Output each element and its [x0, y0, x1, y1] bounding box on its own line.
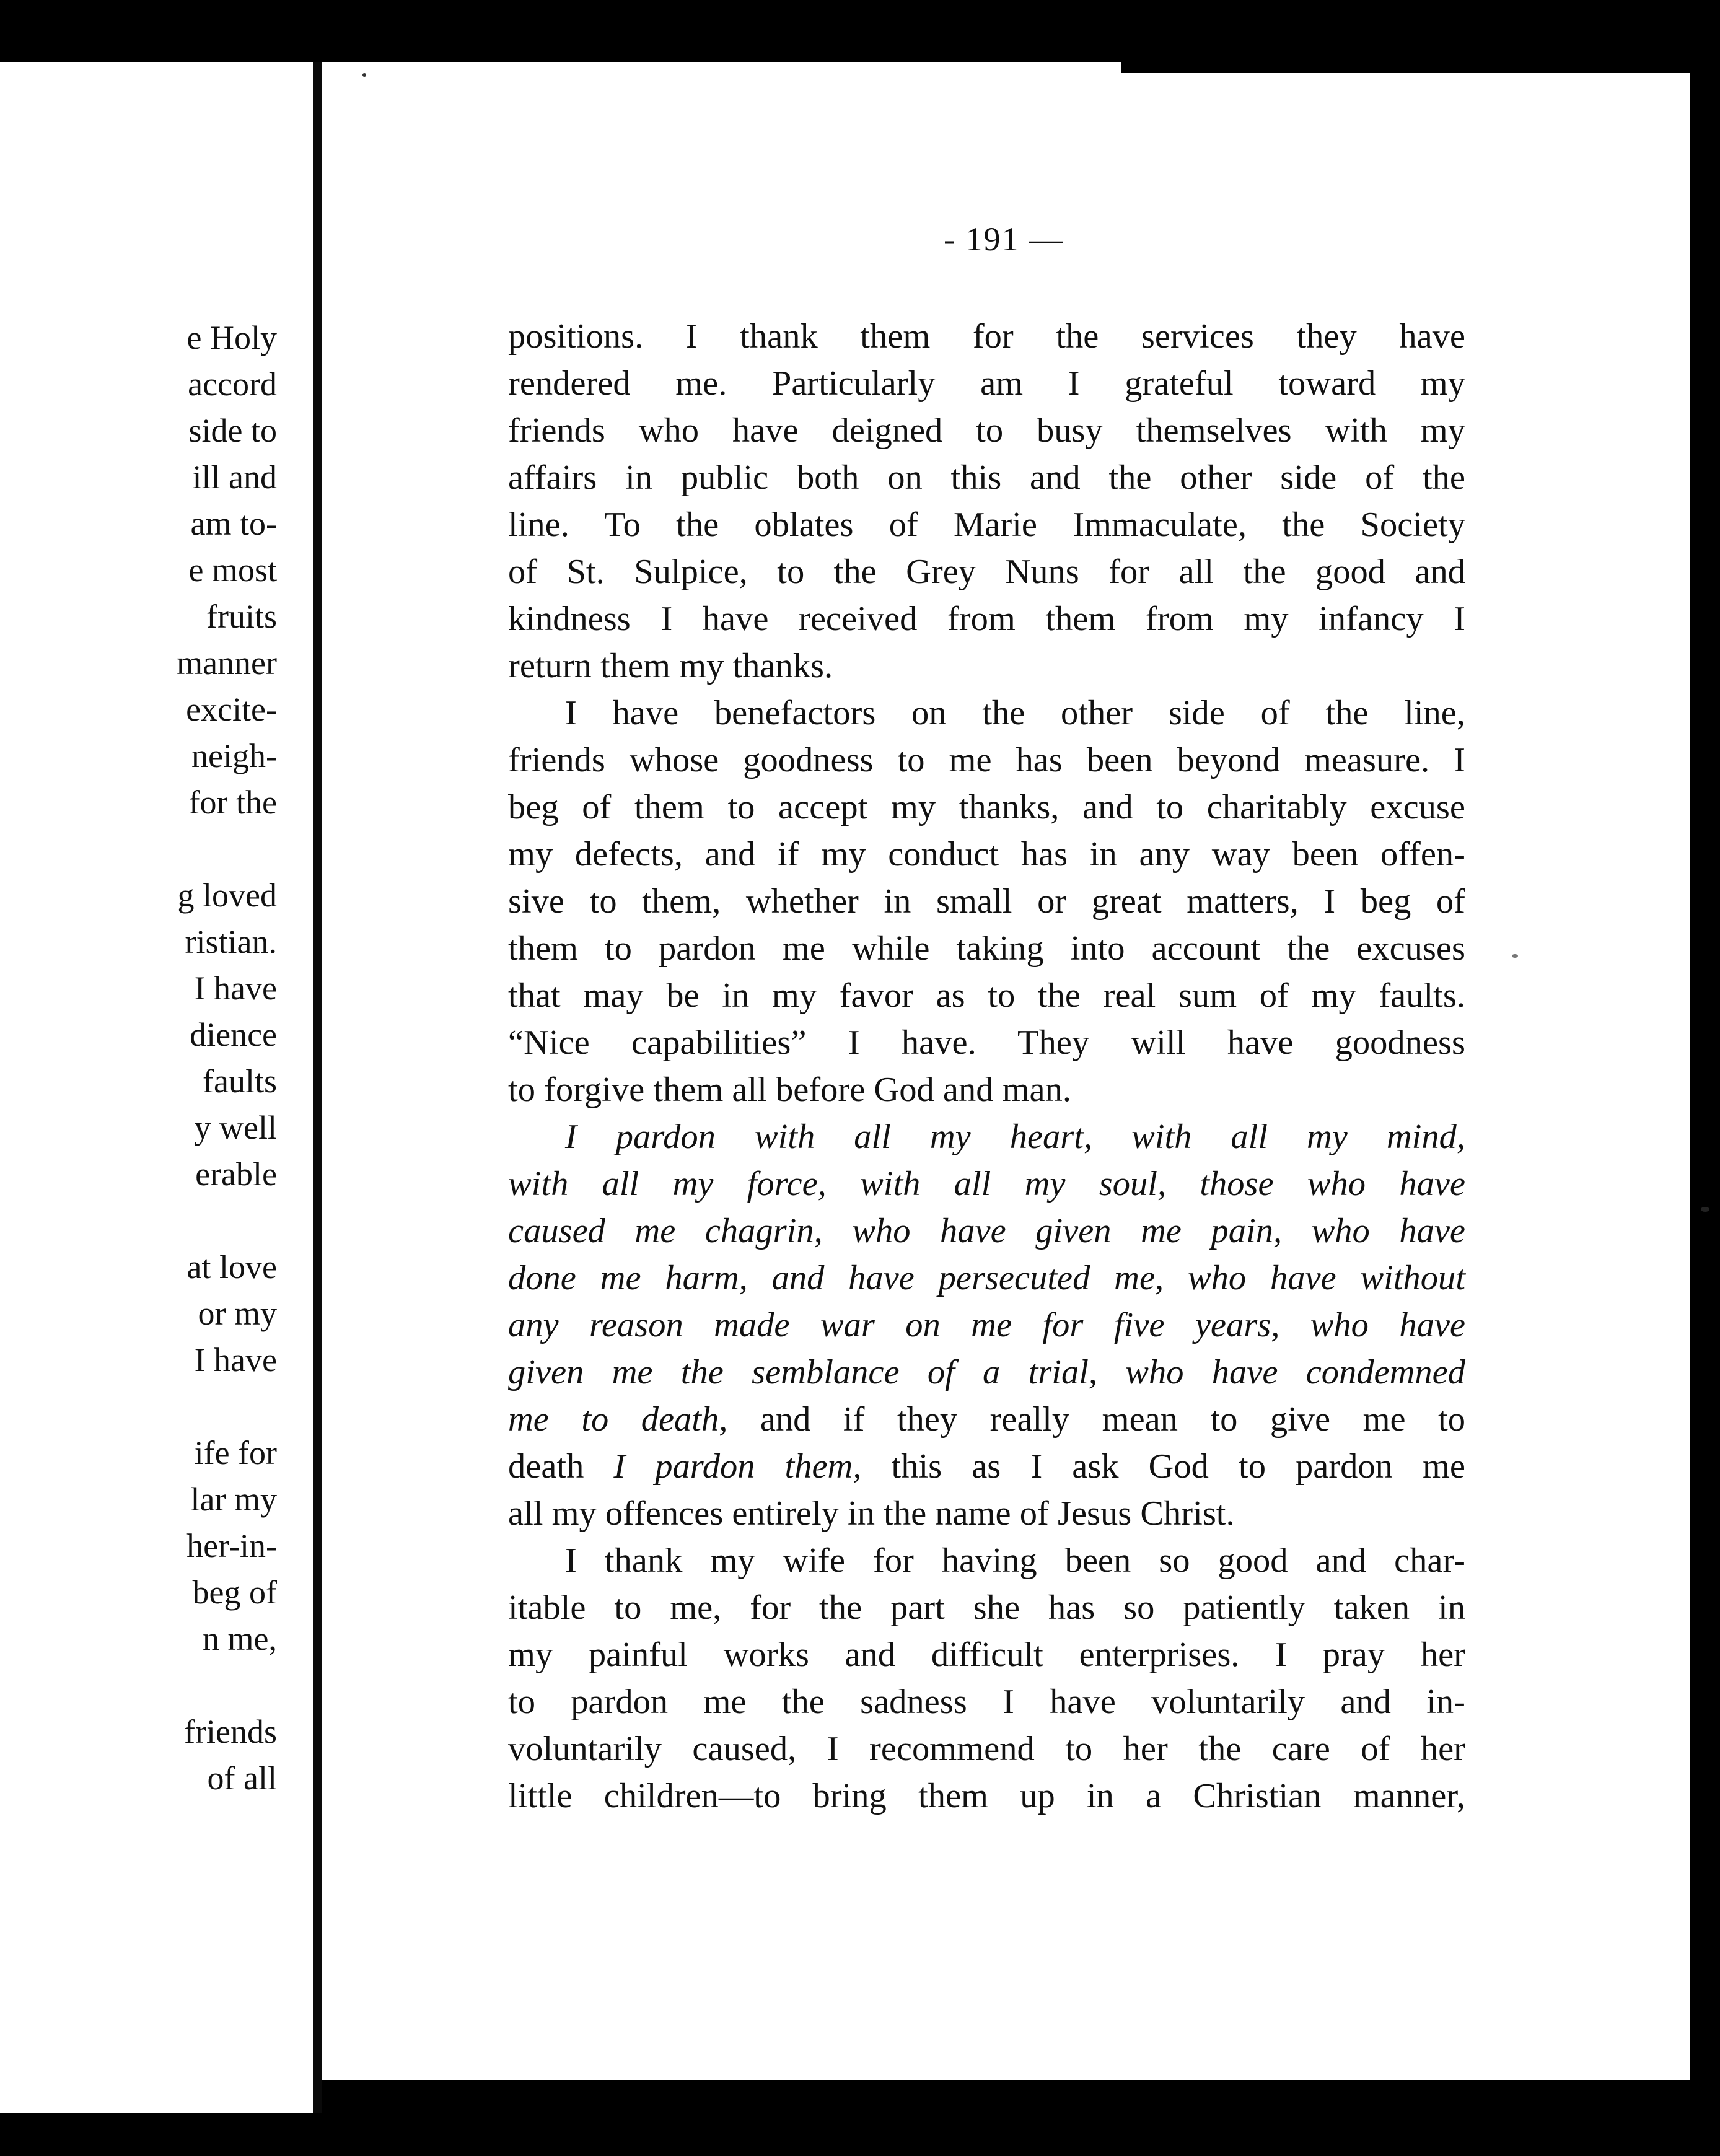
text-line-italic: any reason made war on me for five years, who have [508, 1306, 1465, 1344]
left-page-line: or my [198, 1295, 277, 1332]
left-page-line: I have [194, 1341, 277, 1378]
left-page-line: e most [188, 551, 277, 589]
left-page-line: her-in- [186, 1527, 277, 1564]
roman-phrase: and if they really mean to give me to [727, 1400, 1465, 1439]
left-page-line: fruits [206, 598, 277, 635]
left-page-line: side to [188, 412, 277, 449]
text-line-italic: with all my force, with all my soul, those who have [508, 1165, 1465, 1203]
left-page-line: friends [184, 1713, 277, 1750]
text-line-italic: done me harm, and have persecuted me, who have without [508, 1259, 1465, 1297]
left-page-line: ife for [194, 1434, 277, 1471]
left-page-line: of all [207, 1759, 277, 1797]
left-page-line: excite- [186, 691, 277, 728]
text-line: I have benefactors on the other side of the line, [565, 694, 1465, 732]
left-page-line: am to- [190, 505, 277, 542]
text-line: them to pardon me while taking into account the excuses [508, 929, 1465, 968]
left-page-line: e Holy [186, 319, 277, 356]
text-line: line. To the oblates of Marie Immaculate, the Society [508, 506, 1465, 544]
roman-phrase: death [508, 1447, 614, 1486]
left-page-line: erable [195, 1155, 277, 1193]
page-number: - 191 — [944, 221, 1064, 258]
italic-phrase: I pardon them, [613, 1447, 862, 1486]
text-line: “Nice capabilities” I have. They will have goodness [508, 1023, 1465, 1062]
left-page-line: for the [188, 784, 277, 821]
text-line: my defects, and if my conduct has in any way been offen- [508, 835, 1465, 874]
text-line: return them my thanks. [508, 647, 833, 685]
text-line: affairs in public both on this and the other side of the [508, 458, 1465, 497]
italic-phrase: me to death, [508, 1400, 728, 1439]
text-line: kindness I have received from them from my infancy I [508, 600, 1465, 638]
text-line: to pardon me the sadness I have voluntarily and in- [508, 1683, 1465, 1721]
left-page-line: ristian. [185, 923, 277, 960]
text-line: beg of them to accept my thanks, and to charitably excuse [508, 788, 1465, 826]
left-page-line: lar my [190, 1481, 277, 1518]
text-line: all my offences entirely in the name of Jesus Christ. [508, 1494, 1235, 1533]
left-page-line: g loved [177, 877, 277, 914]
paragraph-pardon [508, 1113, 1465, 1537]
left-page-line: neigh- [191, 737, 277, 774]
left-page-line: at love [186, 1248, 277, 1286]
paragraph-wife [508, 1537, 1465, 1820]
text-line-italic: I pardon with all my heart, with all my mind, [565, 1118, 1465, 1156]
previous-page-fragment [0, 62, 313, 2113]
left-page-line: ill and [192, 458, 277, 496]
scan-speck [1701, 1207, 1709, 1212]
text-line-italic: caused me chagrin, who have given me pain, who have [508, 1212, 1465, 1250]
text-line: that may be in my favor as to the real sum of my faults. [508, 976, 1465, 1015]
book-spine [313, 62, 322, 2113]
left-page-line: beg of [192, 1574, 277, 1611]
left-page-line: I have [194, 970, 277, 1007]
page-body [508, 313, 1465, 1820]
left-page-line: faults [203, 1063, 277, 1100]
text-line: sive to them, whether in small or great matters, I beg of [508, 882, 1465, 921]
text-line: my painful works and difficult enterprises. I pray her [508, 1636, 1465, 1674]
text-line: positions. I thank them for the services they have [508, 317, 1465, 356]
text-line-mixed [508, 1443, 1465, 1490]
text-line-italic: given me the semblance of a trial, who have condemned [508, 1353, 1465, 1391]
left-page-line: accord [188, 366, 277, 403]
left-page-line: n me, [203, 1620, 277, 1657]
text-line: voluntarily caused, I recommend to her the care of her [508, 1730, 1465, 1768]
paragraph-thanks-institutions [508, 313, 1465, 690]
scan-speck [362, 73, 366, 77]
text-line: little children—to bring them up in a Christian manner, [508, 1777, 1465, 1815]
text-line: friends whose goodness to me has been beyond measure. I [508, 741, 1465, 779]
text-line: to forgive them all before God and man. [508, 1071, 1071, 1109]
left-page-line: y well [194, 1109, 277, 1146]
left-page-line: manner [177, 644, 277, 681]
roman-phrase: this as I ask God to pardon me [861, 1447, 1465, 1486]
left-page-line: dience [190, 1016, 277, 1053]
paragraph-benefactors [508, 690, 1465, 1113]
scan-speck [1512, 954, 1518, 958]
text-line: rendered me. Particularly am I grateful toward my [508, 364, 1465, 403]
text-line: I thank my wife for having been so good and char- [565, 1541, 1465, 1580]
text-line: friends who have deigned to busy themselves with my [508, 411, 1465, 450]
text-line: itable to me, for the part she has so patiently taken in [508, 1589, 1465, 1627]
text-line: of St. Sulpice, to the Grey Nuns for all the good and [508, 553, 1465, 591]
text-line-mixed [508, 1396, 1465, 1443]
